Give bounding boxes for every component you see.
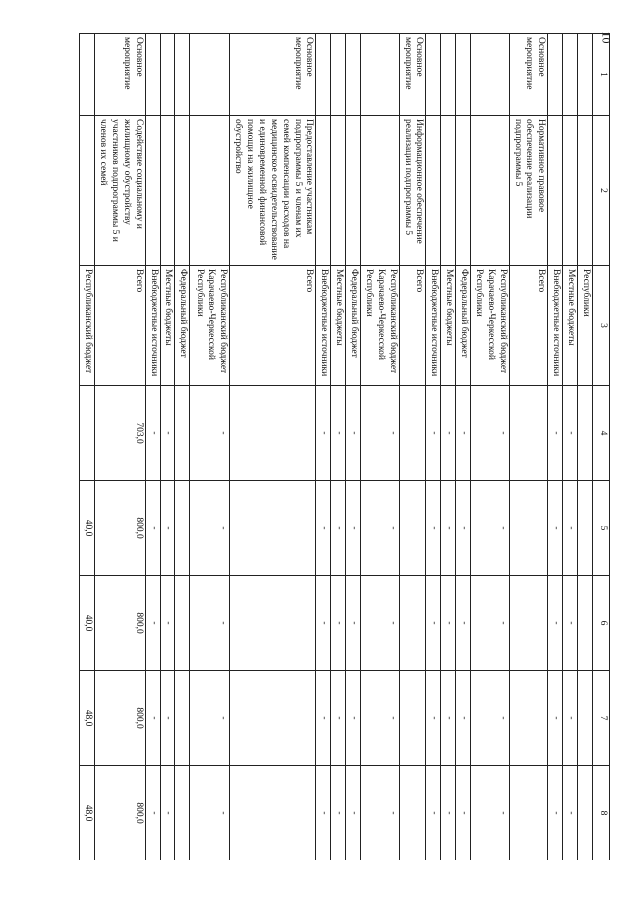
amount-cell bbox=[578, 481, 593, 576]
amount-cell bbox=[175, 671, 190, 766]
amount-cell: - bbox=[346, 766, 361, 861]
table-row bbox=[456, 34, 471, 861]
header-cell: 2 bbox=[593, 116, 610, 266]
funding-source-cell: Республики bbox=[578, 266, 593, 386]
amount-cell: - bbox=[160, 576, 175, 671]
event-type-cell bbox=[426, 34, 441, 116]
amount-cell: - bbox=[563, 671, 578, 766]
amount-cell: - bbox=[456, 766, 471, 861]
amount-cell: 40,0 bbox=[80, 576, 95, 671]
amount-cell: - bbox=[160, 481, 175, 576]
event-type-cell bbox=[346, 34, 361, 116]
table-row bbox=[80, 34, 95, 861]
table-row bbox=[471, 34, 510, 861]
table-row bbox=[230, 34, 316, 861]
amount-cell: - bbox=[471, 766, 510, 861]
amount-cell: - bbox=[190, 671, 230, 766]
amount-cell: - bbox=[548, 766, 563, 861]
event-name-cell bbox=[456, 116, 471, 266]
funding-source-cell: Всего bbox=[509, 266, 548, 386]
event-type-cell bbox=[160, 34, 175, 116]
event-type-cell bbox=[145, 34, 160, 116]
amount-cell: - bbox=[190, 481, 230, 576]
event-name-cell bbox=[160, 116, 175, 266]
amount-cell: 40,0 bbox=[80, 481, 95, 576]
table-row bbox=[548, 34, 563, 861]
amount-cell: - bbox=[346, 671, 361, 766]
event-type-cell: Основное мероприятие bbox=[399, 34, 426, 116]
amount-cell: - bbox=[145, 766, 160, 861]
amount-cell bbox=[230, 386, 316, 481]
header-cell: 6 bbox=[593, 576, 610, 671]
funding-source-cell: Местные бюджеты bbox=[563, 266, 578, 386]
amount-cell: - bbox=[426, 481, 441, 576]
amount-cell: 800,0 bbox=[95, 766, 146, 861]
amount-cell: 800,0 bbox=[95, 671, 146, 766]
funding-source-cell: Республиканский бюджет Карачаево-Черкесской Республики bbox=[190, 266, 230, 386]
table-row bbox=[331, 34, 346, 861]
amount-cell bbox=[399, 766, 426, 861]
rotated-page-area bbox=[68, 33, 610, 860]
amount-cell bbox=[230, 671, 316, 766]
amount-cell bbox=[578, 671, 593, 766]
amount-cell: - bbox=[548, 386, 563, 481]
event-name-cell bbox=[578, 116, 593, 266]
event-name-cell bbox=[563, 116, 578, 266]
amount-cell bbox=[578, 386, 593, 481]
header-cell: 1 bbox=[593, 34, 610, 116]
amount-cell: - bbox=[145, 671, 160, 766]
amount-cell bbox=[509, 481, 548, 576]
rotated-table-container bbox=[68, 33, 610, 860]
amount-cell bbox=[175, 386, 190, 481]
amount-cell bbox=[509, 576, 548, 671]
event-name-cell bbox=[145, 116, 160, 266]
amount-cell: - bbox=[456, 671, 471, 766]
event-type-cell bbox=[456, 34, 471, 116]
event-name-cell bbox=[316, 116, 331, 266]
amount-cell: 800,0 bbox=[95, 481, 146, 576]
funding-source-cell: Всего bbox=[399, 266, 426, 386]
amount-cell bbox=[230, 481, 316, 576]
table-row bbox=[346, 34, 361, 861]
event-name-cell: Информационное обеспечение реализации подпрограммы 5 bbox=[399, 116, 426, 266]
event-type-cell bbox=[361, 34, 400, 116]
event-name-cell: Предоставление участникам подпрограммы 5 и членам их семей компенсации расходов на медицинское освидетельствование и единовременной финансовой помощи на жилищное обустройство bbox=[230, 116, 316, 266]
amount-cell: 48,0 bbox=[80, 671, 95, 766]
amount-cell bbox=[230, 576, 316, 671]
amount-cell: - bbox=[331, 671, 346, 766]
amount-cell bbox=[578, 766, 593, 861]
amount-cell: - bbox=[426, 671, 441, 766]
funding-source-cell: Местные бюджеты bbox=[331, 266, 346, 386]
amount-cell: - bbox=[441, 671, 456, 766]
amount-cell: - bbox=[346, 481, 361, 576]
amount-cell: - bbox=[361, 766, 400, 861]
table-row bbox=[399, 34, 426, 861]
amount-cell: - bbox=[471, 386, 510, 481]
event-type-cell bbox=[578, 34, 593, 116]
event-type-cell bbox=[441, 34, 456, 116]
amount-cell bbox=[578, 576, 593, 671]
header-row bbox=[593, 34, 610, 861]
amount-cell: - bbox=[548, 481, 563, 576]
header-cell: 3 bbox=[593, 266, 610, 386]
funding-source-cell: Республиканский бюджет Карачаево-Черкесской Республики bbox=[361, 266, 400, 386]
amount-cell: - bbox=[331, 481, 346, 576]
amount-cell: - bbox=[190, 576, 230, 671]
event-type-cell bbox=[316, 34, 331, 116]
event-name-cell bbox=[361, 116, 400, 266]
amount-cell: - bbox=[471, 481, 510, 576]
event-name-cell bbox=[548, 116, 563, 266]
amount-cell: - bbox=[441, 766, 456, 861]
event-type-cell: Основное мероприятие bbox=[95, 34, 146, 116]
amount-cell: - bbox=[456, 481, 471, 576]
amount-cell: - bbox=[456, 576, 471, 671]
amount-cell bbox=[509, 766, 548, 861]
amount-cell: - bbox=[361, 576, 400, 671]
event-name-cell: Нормативное правовое обеспечение реализации подпрограммы 5 bbox=[509, 116, 548, 266]
amount-cell bbox=[509, 386, 548, 481]
table-row bbox=[316, 34, 331, 861]
amount-cell: - bbox=[190, 766, 230, 861]
funding-source-cell: Местные бюджеты bbox=[160, 266, 175, 386]
funding-source-cell: Местные бюджеты bbox=[441, 266, 456, 386]
amount-cell: - bbox=[160, 386, 175, 481]
table-row bbox=[426, 34, 441, 861]
amount-cell: - bbox=[563, 386, 578, 481]
event-type-cell: Основное мероприятие bbox=[509, 34, 548, 116]
amount-cell: - bbox=[471, 671, 510, 766]
event-type-cell bbox=[548, 34, 563, 116]
table-row bbox=[95, 34, 146, 861]
table-row bbox=[145, 34, 160, 861]
event-type-cell bbox=[331, 34, 346, 116]
header-cell: 7 bbox=[593, 671, 610, 766]
amount-cell: - bbox=[346, 576, 361, 671]
amount-cell: - bbox=[548, 576, 563, 671]
amount-cell: - bbox=[316, 386, 331, 481]
amount-cell: - bbox=[361, 481, 400, 576]
amount-cell bbox=[80, 386, 95, 481]
amount-cell: 48,0 bbox=[80, 766, 95, 861]
amount-cell: - bbox=[563, 766, 578, 861]
funding-source-cell: Внебюджетные источники bbox=[145, 266, 160, 386]
event-type-cell bbox=[175, 34, 190, 116]
event-type-cell bbox=[471, 34, 510, 116]
amount-cell: 703,0 bbox=[95, 386, 146, 481]
amount-cell: - bbox=[441, 386, 456, 481]
amount-cell: - bbox=[548, 671, 563, 766]
amount-cell: - bbox=[361, 386, 400, 481]
funding-table bbox=[79, 33, 610, 860]
page-number: 10 bbox=[599, 31, 614, 44]
event-name-cell bbox=[175, 116, 190, 266]
amount-cell bbox=[175, 481, 190, 576]
amount-cell bbox=[399, 386, 426, 481]
event-type-cell bbox=[80, 34, 95, 116]
amount-cell: - bbox=[190, 386, 230, 481]
funding-source-cell: Федеральный бюджет bbox=[175, 266, 190, 386]
amount-cell: 800,0 bbox=[95, 576, 146, 671]
header-cell: 5 bbox=[593, 481, 610, 576]
event-name-cell bbox=[471, 116, 510, 266]
event-type-cell: Основное мероприятие bbox=[230, 34, 316, 116]
table-body bbox=[80, 34, 593, 861]
funding-source-cell: Внебюджетные источники bbox=[426, 266, 441, 386]
amount-cell: - bbox=[426, 386, 441, 481]
funding-source-cell: Федеральный бюджет bbox=[456, 266, 471, 386]
amount-cell: - bbox=[441, 576, 456, 671]
amount-cell: - bbox=[346, 386, 361, 481]
event-name-cell bbox=[80, 116, 95, 266]
amount-cell: - bbox=[145, 481, 160, 576]
amount-cell: - bbox=[160, 671, 175, 766]
amount-cell bbox=[175, 576, 190, 671]
amount-cell: - bbox=[160, 766, 175, 861]
funding-source-cell: Внебюджетные источники bbox=[548, 266, 563, 386]
amount-cell bbox=[399, 481, 426, 576]
event-name-cell bbox=[331, 116, 346, 266]
amount-cell: - bbox=[316, 671, 331, 766]
amount-cell bbox=[399, 671, 426, 766]
amount-cell bbox=[509, 671, 548, 766]
funding-source-cell: Республиканский бюджет Карачаево-Черкесской Республики bbox=[471, 266, 510, 386]
event-name-cell: Содействие социальному и жилищному обустройству участников подпрограммы 5 и членов их семей bbox=[95, 116, 146, 266]
amount-cell: - bbox=[563, 576, 578, 671]
amount-cell: - bbox=[331, 576, 346, 671]
amount-cell bbox=[175, 766, 190, 861]
amount-cell bbox=[230, 766, 316, 861]
funding-source-cell: Всего bbox=[95, 266, 146, 386]
amount-cell: - bbox=[563, 481, 578, 576]
amount-cell: - bbox=[331, 766, 346, 861]
amount-cell: - bbox=[361, 671, 400, 766]
table-row bbox=[563, 34, 578, 861]
amount-cell: - bbox=[145, 386, 160, 481]
table-row bbox=[578, 34, 593, 861]
header-cell: 8 bbox=[593, 766, 610, 861]
funding-source-cell: Республиканский бюджет bbox=[80, 266, 95, 386]
table-row bbox=[509, 34, 548, 861]
funding-source-cell: Всего bbox=[230, 266, 316, 386]
table-row bbox=[441, 34, 456, 861]
event-name-cell bbox=[426, 116, 441, 266]
event-name-cell bbox=[346, 116, 361, 266]
amount-cell: - bbox=[331, 386, 346, 481]
amount-cell: - bbox=[316, 576, 331, 671]
funding-source-cell: Внебюджетные источники bbox=[316, 266, 331, 386]
table-row bbox=[160, 34, 175, 861]
amount-cell: - bbox=[316, 766, 331, 861]
header-cell: 4 bbox=[593, 386, 610, 481]
event-type-cell bbox=[563, 34, 578, 116]
amount-cell: - bbox=[471, 576, 510, 671]
table-row bbox=[361, 34, 400, 861]
amount-cell: - bbox=[456, 386, 471, 481]
event-type-cell bbox=[190, 34, 230, 116]
amount-cell: - bbox=[145, 576, 160, 671]
amount-cell bbox=[399, 576, 426, 671]
table-row bbox=[190, 34, 230, 861]
amount-cell: - bbox=[426, 766, 441, 861]
table-row bbox=[175, 34, 190, 861]
event-name-cell bbox=[441, 116, 456, 266]
amount-cell: - bbox=[441, 481, 456, 576]
event-name-cell bbox=[190, 116, 230, 266]
amount-cell: - bbox=[316, 481, 331, 576]
amount-cell: - bbox=[426, 576, 441, 671]
funding-source-cell: Федеральный бюджет bbox=[346, 266, 361, 386]
